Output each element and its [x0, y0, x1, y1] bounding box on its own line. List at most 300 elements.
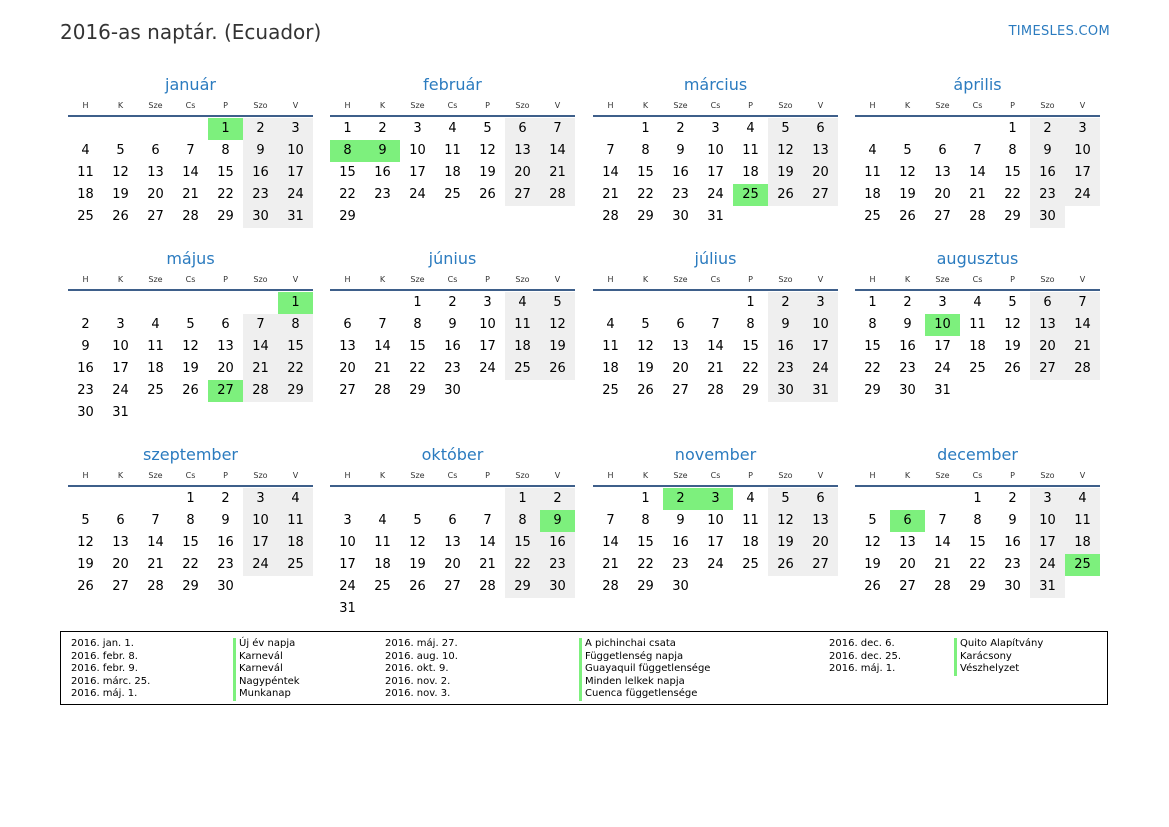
day-cell: 28 [602, 579, 619, 594]
day-cell: 5 [641, 317, 650, 332]
day-cell: 23 [444, 361, 461, 376]
day-cell: 13 [112, 535, 129, 550]
day-cell: 25 [147, 383, 164, 398]
day-cell: 15 [969, 535, 986, 550]
day-cell: 21 [147, 557, 164, 572]
empty-cell [208, 292, 243, 314]
day-cell: 25 [969, 361, 986, 376]
day-cell: 23 [899, 361, 916, 376]
day-cell: 17 [707, 165, 724, 180]
day-cell: 30 [1004, 579, 1021, 594]
holiday-day-cell: 25 [733, 184, 768, 206]
day-cell: 17 [707, 535, 724, 550]
weekday-label: V [1079, 100, 1086, 110]
empty-cell [103, 292, 138, 314]
weekday-label: P [485, 470, 490, 480]
day-cell: 5 [768, 118, 803, 140]
day-cell: 8 [186, 513, 195, 528]
empty-cell [330, 292, 365, 314]
day-cell: 3 [116, 317, 125, 332]
day-cell: 4 [151, 317, 160, 332]
day-cell: 28 [182, 209, 199, 224]
day-cell: 5 [483, 121, 492, 136]
day-cell: 7 [378, 317, 387, 332]
day-cell: 30 [77, 405, 94, 420]
header-rule [68, 485, 313, 487]
day-cell: 20 [217, 361, 234, 376]
weekday-label: H [607, 100, 614, 110]
legend-date: 2016. máj. 27. [385, 638, 458, 649]
day-cell: 8 [973, 513, 982, 528]
day-cell: 13 [803, 510, 838, 532]
weekday-label: Cs [710, 274, 721, 284]
day-cell: 27 [672, 383, 689, 398]
day-cell: 21 [479, 557, 496, 572]
day-cell: 1 [746, 295, 755, 310]
weekday-label: Cs [185, 470, 196, 480]
day-cell: 22 [1004, 187, 1021, 202]
day-cell: 7 [606, 513, 615, 528]
day-cell: 16 [672, 535, 689, 550]
day-cell: 30 [540, 576, 575, 598]
day-cell: 4 [448, 121, 457, 136]
day-cell: 27 [934, 209, 951, 224]
day-cell: 27 [147, 209, 164, 224]
day-cell: 26 [864, 579, 881, 594]
day-cell: 30 [217, 579, 234, 594]
day-cell: 4 [505, 292, 540, 314]
day-cell: 3 [1030, 488, 1065, 510]
weekday-label: Cs [972, 100, 983, 110]
empty-cell [593, 118, 628, 140]
day-cell: 28 [602, 209, 619, 224]
day-cell: 22 [505, 554, 540, 576]
day-cell: 11 [969, 317, 986, 332]
day-cell: 3 [413, 121, 422, 136]
weekday-label: H [869, 274, 876, 284]
day-cell: 9 [221, 513, 230, 528]
day-cell: 21 [540, 162, 575, 184]
day-cell: 28 [707, 383, 724, 398]
holiday-day-cell: 3 [698, 488, 733, 510]
empty-cell [925, 118, 960, 140]
day-cell: 2 [903, 295, 912, 310]
day-cell: 26 [77, 579, 94, 594]
day-grid [68, 118, 313, 228]
weekday-label: V [1079, 470, 1086, 480]
empty-cell [330, 488, 365, 510]
day-cell: 12 [409, 535, 426, 550]
legend-date: 2016. márc. 25. [71, 675, 151, 687]
weekday-label: P [223, 100, 228, 110]
day-cell: 29 [637, 209, 654, 224]
day-cell: 28 [243, 380, 278, 402]
legend-names [233, 638, 300, 701]
day-cell: 30 [444, 383, 461, 398]
empty-cell [698, 292, 733, 314]
weekday-label: H [82, 274, 89, 284]
day-cell: 21 [1065, 336, 1100, 358]
header-rule [68, 289, 313, 291]
day-cell: 7 [938, 513, 947, 528]
day-cell: 1 [1008, 121, 1017, 136]
day-cell: 2 [448, 295, 457, 310]
month-2 [593, 74, 838, 228]
day-cell: 15 [278, 336, 313, 358]
day-cell: 4 [278, 488, 313, 510]
day-cell: 12 [479, 143, 496, 158]
day-cell: 10 [479, 317, 496, 332]
month-6 [593, 248, 838, 402]
day-cell: 11 [602, 339, 619, 354]
day-cell: 1 [868, 295, 877, 310]
day-cell: 20 [112, 557, 129, 572]
legend-holiday-name: Nagypéntek [233, 676, 300, 689]
day-grid [593, 488, 838, 598]
empty-cell [470, 488, 505, 510]
day-cell: 1 [505, 488, 540, 510]
weekday-label: Cs [447, 274, 458, 284]
day-cell: 31 [707, 209, 724, 224]
header-rule [855, 115, 1100, 117]
weekday-label: P [223, 274, 228, 284]
day-cell: 24 [1030, 554, 1065, 576]
day-cell: 7 [540, 118, 575, 140]
weekday-header [593, 96, 838, 114]
month-7 [855, 248, 1100, 402]
legend-date: 2016. febr. 8. [71, 650, 138, 662]
empty-cell [68, 118, 103, 140]
month-name: augusztus [936, 249, 1019, 268]
day-cell: 23 [672, 557, 689, 572]
day-cell: 18 [278, 532, 313, 554]
day-cell: 19 [112, 187, 129, 202]
day-cell: 18 [742, 165, 759, 180]
empty-cell [103, 488, 138, 510]
day-cell: 20 [899, 557, 916, 572]
day-cell: 15 [217, 165, 234, 180]
day-cell: 2 [1008, 491, 1017, 506]
day-cell: 15 [742, 339, 759, 354]
empty-cell [68, 488, 103, 510]
day-cell: 7 [186, 143, 195, 158]
month-0 [68, 74, 313, 228]
holiday-day-cell: 2 [663, 488, 698, 510]
day-cell: 24 [1065, 184, 1100, 206]
day-cell: 13 [934, 165, 951, 180]
day-cell: 7 [711, 317, 720, 332]
day-cell: 7 [1065, 292, 1100, 314]
day-cell: 26 [637, 383, 654, 398]
day-cell: 15 [637, 165, 654, 180]
day-grid [593, 292, 838, 402]
day-cell: 28 [479, 579, 496, 594]
day-cell: 13 [147, 165, 164, 180]
weekday-label: V [292, 100, 299, 110]
month-8 [68, 444, 313, 598]
weekday-label: P [1010, 100, 1015, 110]
day-cell: 3 [1065, 118, 1100, 140]
weekday-label: Sze [148, 100, 163, 110]
weekday-header [330, 96, 575, 114]
day-cell: 17 [1030, 532, 1065, 554]
day-cell: 20 [803, 162, 838, 184]
weekday-label: H [869, 470, 876, 480]
day-cell: 4 [746, 491, 755, 506]
legend-date: 2016. dec. 25. [829, 650, 902, 662]
weekday-label: V [292, 274, 299, 284]
day-cell: 20 [1030, 336, 1065, 358]
day-cell: 11 [1065, 510, 1100, 532]
day-cell: 19 [77, 557, 94, 572]
day-cell: 19 [768, 162, 803, 184]
legend-date: 2016. máj. 1. [71, 688, 138, 699]
weekday-label: Sze [410, 100, 425, 110]
day-cell: 10 [803, 314, 838, 336]
day-cell: 18 [742, 535, 759, 550]
day-cell: 17 [278, 162, 313, 184]
day-cell: 20 [505, 162, 540, 184]
legend-holiday-name: Quito Alapítvány [954, 638, 1043, 651]
holiday-day-cell: 10 [925, 314, 960, 336]
day-cell: 28 [934, 579, 951, 594]
day-cell: 24 [278, 184, 313, 206]
day-cell: 14 [602, 535, 619, 550]
day-cell: 5 [116, 143, 125, 158]
day-cell: 28 [374, 383, 391, 398]
day-cell: 22 [742, 361, 759, 376]
day-cell: 26 [479, 187, 496, 202]
day-cell: 11 [374, 535, 391, 550]
day-cell: 8 [413, 317, 422, 332]
weekday-label: Cs [972, 274, 983, 284]
weekday-label: Szo [515, 470, 530, 480]
month-9 [330, 444, 575, 620]
header-rule [330, 289, 575, 291]
weekday-label: P [223, 470, 228, 480]
weekday-label: Szo [778, 470, 793, 480]
empty-cell [138, 488, 173, 510]
empty-cell [243, 292, 278, 314]
holiday-day-cell: 8 [330, 140, 365, 162]
day-cell: 3 [483, 295, 492, 310]
day-cell: 8 [278, 314, 313, 336]
day-cell: 16 [672, 165, 689, 180]
day-cell: 3 [803, 292, 838, 314]
day-cell: 29 [217, 209, 234, 224]
day-cell: 26 [768, 554, 803, 576]
day-cell: 30 [243, 206, 278, 228]
day-cell: 18 [444, 165, 461, 180]
day-cell: 12 [768, 510, 803, 532]
weekday-label: Sze [935, 100, 950, 110]
day-cell: 26 [1004, 361, 1021, 376]
weekday-label: Szo [778, 100, 793, 110]
day-cell: 6 [803, 488, 838, 510]
day-cell: 19 [540, 336, 575, 358]
day-cell: 1 [973, 491, 982, 506]
day-cell: 16 [217, 535, 234, 550]
empty-cell [365, 292, 400, 314]
day-cell: 14 [969, 165, 986, 180]
day-cell: 9 [81, 339, 90, 354]
day-cell: 24 [707, 557, 724, 572]
day-cell: 6 [803, 118, 838, 140]
day-cell: 21 [707, 361, 724, 376]
day-cell: 14 [479, 535, 496, 550]
empty-cell [593, 292, 628, 314]
weekday-label: Szo [515, 100, 530, 110]
weekday-label: Cs [447, 100, 458, 110]
month-name: június [428, 249, 477, 268]
day-cell: 13 [217, 339, 234, 354]
day-grid [330, 118, 575, 228]
weekday-label: Sze [673, 470, 688, 480]
day-cell: 3 [278, 118, 313, 140]
month-name: július [694, 249, 737, 268]
weekday-label: Sze [673, 100, 688, 110]
day-cell: 1 [413, 295, 422, 310]
day-cell: 27 [339, 383, 356, 398]
day-cell: 23 [243, 184, 278, 206]
day-cell: 12 [77, 535, 94, 550]
weekday-label: K [642, 100, 649, 110]
day-cell: 23 [1030, 184, 1065, 206]
legend-holiday-name: Vészhelyzet [954, 663, 1043, 676]
legend-holiday-name: Függetlenség napja [579, 651, 710, 664]
day-cell: 4 [868, 143, 877, 158]
day-cell: 30 [672, 579, 689, 594]
day-cell: 11 [864, 165, 881, 180]
weekday-label: H [607, 470, 614, 480]
legend-date: 2016. okt. 9. [385, 663, 449, 674]
day-cell: 11 [147, 339, 164, 354]
holiday-legend [60, 631, 1108, 705]
weekday-label: Szo [253, 100, 268, 110]
day-cell: 5 [868, 513, 877, 528]
site-link[interactable]: TIMESLES.COM [1008, 24, 1110, 39]
weekday-label: H [607, 274, 614, 284]
month-name: január [165, 75, 216, 94]
day-cell: 10 [1030, 510, 1065, 532]
month-5 [330, 248, 575, 402]
weekday-label: K [117, 470, 124, 480]
day-cell: 25 [278, 554, 313, 576]
day-cell: 19 [182, 361, 199, 376]
day-cell: 29 [339, 209, 356, 224]
day-cell: 13 [803, 140, 838, 162]
day-cell: 6 [676, 317, 685, 332]
header-rule [330, 485, 575, 487]
day-cell: 4 [81, 143, 90, 158]
weekday-label: H [344, 100, 351, 110]
day-cell: 4 [973, 295, 982, 310]
weekday-label: V [817, 100, 824, 110]
day-cell: 6 [221, 317, 230, 332]
day-cell: 16 [1030, 162, 1065, 184]
day-cell: 24 [934, 361, 951, 376]
day-cell: 11 [505, 314, 540, 336]
weekday-header [593, 270, 838, 288]
day-cell: 18 [505, 336, 540, 358]
header-rule [330, 115, 575, 117]
empty-cell [173, 292, 208, 314]
day-cell: 1 [343, 121, 352, 136]
month-11 [855, 444, 1100, 598]
day-cell: 18 [1065, 532, 1100, 554]
header-rule [855, 485, 1100, 487]
day-cell: 11 [444, 143, 461, 158]
weekday-label: H [82, 470, 89, 480]
weekday-label: K [904, 470, 911, 480]
day-cell: 17 [409, 165, 426, 180]
month-10 [593, 444, 838, 598]
day-cell: 25 [742, 557, 759, 572]
holiday-day-cell: 6 [890, 510, 925, 532]
day-cell: 10 [112, 339, 129, 354]
weekday-label: Szo [253, 470, 268, 480]
day-cell: 3 [243, 488, 278, 510]
day-cell: 7 [973, 143, 982, 158]
day-cell: 29 [278, 380, 313, 402]
legend-dates [829, 638, 901, 676]
day-cell: 22 [637, 557, 654, 572]
day-cell: 23 [374, 187, 391, 202]
day-grid [855, 118, 1100, 228]
day-cell: 7 [151, 513, 160, 528]
day-cell: 3 [711, 121, 720, 136]
day-cell: 19 [1004, 339, 1021, 354]
empty-cell [593, 488, 628, 510]
day-cell: 26 [540, 358, 575, 380]
day-cell: 19 [768, 532, 803, 554]
day-cell: 27 [1030, 358, 1065, 380]
empty-cell [103, 118, 138, 140]
weekday-label: Sze [410, 274, 425, 284]
day-cell: 29 [1004, 209, 1021, 224]
day-cell: 24 [409, 187, 426, 202]
weekday-label: P [485, 274, 490, 284]
legend-dates [385, 638, 458, 701]
day-cell: 23 [540, 554, 575, 576]
holiday-day-cell: 9 [540, 510, 575, 532]
empty-cell [628, 292, 663, 314]
empty-cell [365, 488, 400, 510]
day-cell: 17 [479, 339, 496, 354]
day-cell: 17 [243, 532, 278, 554]
day-grid [593, 118, 838, 228]
day-cell: 14 [147, 535, 164, 550]
day-cell: 2 [676, 121, 685, 136]
day-cell: 9 [676, 513, 685, 528]
day-cell: 14 [182, 165, 199, 180]
day-cell: 2 [540, 488, 575, 510]
weekday-label: V [554, 470, 561, 480]
day-cell: 31 [339, 601, 356, 616]
day-cell: 17 [803, 336, 838, 358]
weekday-label: V [817, 470, 824, 480]
day-cell: 25 [864, 209, 881, 224]
month-name: március [683, 75, 748, 94]
weekday-label: P [748, 470, 753, 480]
month-name: május [166, 249, 215, 268]
day-cell: 7 [483, 513, 492, 528]
day-cell: 23 [77, 383, 94, 398]
weekday-label: H [869, 100, 876, 110]
day-cell: 2 [243, 118, 278, 140]
weekday-label: Szo [1040, 470, 1055, 480]
day-cell: 18 [374, 557, 391, 572]
